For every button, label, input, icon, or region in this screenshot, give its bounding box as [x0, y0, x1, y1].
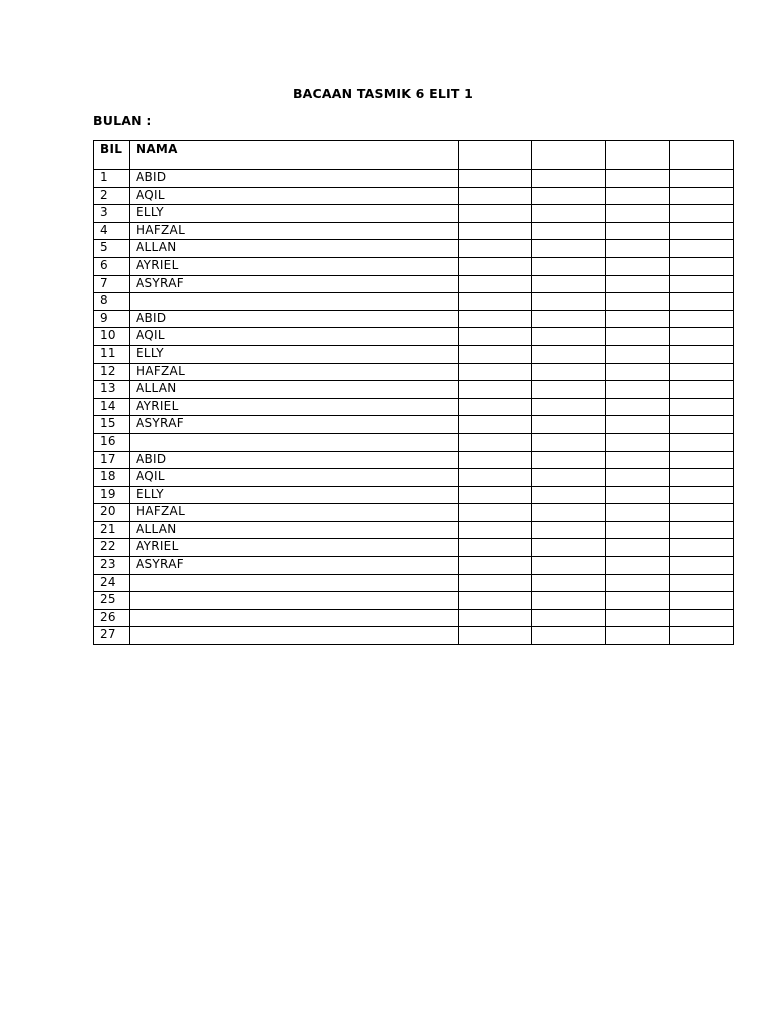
row-name — [130, 574, 459, 592]
header-blank-2 — [532, 141, 606, 170]
row-blank-cell-3[interactable] — [606, 609, 670, 627]
row-blank-cell-4[interactable] — [670, 521, 734, 539]
row-name: AQIL — [130, 187, 459, 205]
row-number: 24 — [94, 574, 130, 592]
row-blank-cell-3[interactable] — [606, 170, 670, 188]
row-blank-cell-3[interactable] — [606, 539, 670, 557]
table-row — [94, 293, 734, 311]
row-blank-cell-2[interactable] — [532, 486, 606, 504]
row-blank-cell-2[interactable] — [532, 539, 606, 557]
row-name — [130, 627, 459, 645]
row-blank-cell-4[interactable] — [670, 381, 734, 399]
row-number: 1 — [94, 170, 130, 188]
table-row — [94, 574, 734, 592]
row-name: AYRIEL — [130, 539, 459, 557]
row-number: 25 — [94, 592, 130, 610]
page-title: BACAAN TASMIK 6 ELIT 1 — [292, 86, 474, 101]
row-blank-cell-2[interactable] — [532, 451, 606, 469]
row-name: HAFZAL — [130, 504, 459, 522]
table-row — [94, 416, 734, 434]
header-blank-1 — [459, 141, 532, 170]
table-row — [94, 398, 734, 416]
row-number: 15 — [94, 416, 130, 434]
row-blank-cell-3[interactable] — [606, 222, 670, 240]
row-blank-cell-2[interactable] — [532, 222, 606, 240]
row-blank-cell-4[interactable] — [670, 328, 734, 346]
row-blank-cell-2[interactable] — [532, 310, 606, 328]
row-number: 20 — [94, 504, 130, 522]
table-row — [94, 363, 734, 381]
row-blank-cell-1[interactable] — [459, 592, 532, 610]
table-row — [94, 521, 734, 539]
row-blank-cell-4[interactable] — [670, 416, 734, 434]
header-bil: BIL — [94, 141, 130, 170]
row-blank-cell-3[interactable] — [606, 592, 670, 610]
row-blank-cell-1[interactable] — [459, 240, 532, 258]
row-blank-cell-3[interactable] — [606, 521, 670, 539]
row-blank-cell-4[interactable] — [670, 170, 734, 188]
row-name: ALLAN — [130, 240, 459, 258]
row-blank-cell-1[interactable] — [459, 257, 532, 275]
table-row — [94, 205, 734, 223]
row-blank-cell-2[interactable] — [532, 557, 606, 575]
row-number: 4 — [94, 222, 130, 240]
row-blank-cell-1[interactable] — [459, 293, 532, 311]
row-blank-cell-1[interactable] — [459, 451, 532, 469]
roster-body — [94, 170, 734, 645]
row-name: HAFZAL — [130, 363, 459, 381]
row-blank-cell-3[interactable] — [606, 363, 670, 381]
row-blank-cell-4[interactable] — [670, 592, 734, 610]
row-name: ABID — [130, 170, 459, 188]
row-blank-cell-1[interactable] — [459, 187, 532, 205]
row-number: 10 — [94, 328, 130, 346]
row-name: ASYRAF — [130, 275, 459, 293]
row-name — [130, 609, 459, 627]
row-blank-cell-1[interactable] — [459, 557, 532, 575]
table-row — [94, 539, 734, 557]
row-blank-cell-3[interactable] — [606, 451, 670, 469]
row-blank-cell-4[interactable] — [670, 310, 734, 328]
table-row — [94, 222, 734, 240]
row-name: AQIL — [130, 328, 459, 346]
row-blank-cell-2[interactable] — [532, 592, 606, 610]
row-blank-cell-1[interactable] — [459, 627, 532, 645]
row-name: ABID — [130, 451, 459, 469]
row-blank-cell-2[interactable] — [532, 275, 606, 293]
table-row — [94, 504, 734, 522]
row-blank-cell-4[interactable] — [670, 222, 734, 240]
row-blank-cell-4[interactable] — [670, 398, 734, 416]
row-blank-cell-2[interactable] — [532, 504, 606, 522]
row-name: AQIL — [130, 469, 459, 487]
header-blank-3 — [606, 141, 670, 170]
row-blank-cell-3[interactable] — [606, 187, 670, 205]
table-header-row — [94, 141, 734, 170]
row-name — [130, 592, 459, 610]
row-blank-cell-1[interactable] — [459, 310, 532, 328]
row-blank-cell-2[interactable] — [532, 381, 606, 399]
row-blank-cell-1[interactable] — [459, 521, 532, 539]
row-blank-cell-2[interactable] — [532, 416, 606, 434]
header-blank-4 — [670, 141, 734, 170]
row-blank-cell-3[interactable] — [606, 293, 670, 311]
table-row — [94, 257, 734, 275]
row-blank-cell-2[interactable] — [532, 328, 606, 346]
table-row — [94, 592, 734, 610]
row-blank-cell-3[interactable] — [606, 557, 670, 575]
row-number: 8 — [94, 293, 130, 311]
row-blank-cell-2[interactable] — [532, 205, 606, 223]
table-row — [94, 381, 734, 399]
row-blank-cell-4[interactable] — [670, 627, 734, 645]
row-number: 19 — [94, 486, 130, 504]
row-name: ELLY — [130, 345, 459, 363]
table-row — [94, 170, 734, 188]
row-blank-cell-1[interactable] — [459, 574, 532, 592]
row-blank-cell-1[interactable] — [459, 433, 532, 451]
row-name: ELLY — [130, 486, 459, 504]
row-blank-cell-3[interactable] — [606, 240, 670, 258]
row-blank-cell-2[interactable] — [532, 609, 606, 627]
row-blank-cell-1[interactable] — [459, 170, 532, 188]
row-blank-cell-3[interactable] — [606, 504, 670, 522]
row-blank-cell-4[interactable] — [670, 609, 734, 627]
row-blank-cell-2[interactable] — [532, 574, 606, 592]
row-name: ALLAN — [130, 521, 459, 539]
row-name: ASYRAF — [130, 416, 459, 434]
row-blank-cell-1[interactable] — [459, 381, 532, 399]
row-blank-cell-4[interactable] — [670, 574, 734, 592]
row-number: 9 — [94, 310, 130, 328]
row-number: 2 — [94, 187, 130, 205]
row-name: ALLAN — [130, 381, 459, 399]
row-blank-cell-4[interactable] — [670, 504, 734, 522]
row-blank-cell-3[interactable] — [606, 381, 670, 399]
table-row — [94, 627, 734, 645]
row-number: 21 — [94, 521, 130, 539]
header-nama: NAMA — [130, 141, 459, 170]
row-number: 27 — [94, 627, 130, 645]
row-blank-cell-2[interactable] — [532, 521, 606, 539]
row-blank-cell-1[interactable] — [459, 398, 532, 416]
row-number: 18 — [94, 469, 130, 487]
row-number: 26 — [94, 609, 130, 627]
row-blank-cell-2[interactable] — [532, 293, 606, 311]
row-number: 7 — [94, 275, 130, 293]
row-number: 16 — [94, 433, 130, 451]
row-name: AYRIEL — [130, 398, 459, 416]
row-blank-cell-2[interactable] — [532, 627, 606, 645]
row-name: ABID — [130, 310, 459, 328]
row-blank-cell-1[interactable] — [459, 363, 532, 381]
table-row — [94, 275, 734, 293]
row-blank-cell-4[interactable] — [670, 275, 734, 293]
row-blank-cell-1[interactable] — [459, 328, 532, 346]
row-blank-cell-1[interactable] — [459, 469, 532, 487]
row-blank-cell-1[interactable] — [459, 345, 532, 363]
table-row — [94, 451, 734, 469]
table-row — [94, 310, 734, 328]
row-blank-cell-3[interactable] — [606, 574, 670, 592]
row-number: 23 — [94, 557, 130, 575]
row-blank-cell-1[interactable] — [459, 222, 532, 240]
row-number: 3 — [94, 205, 130, 223]
row-blank-cell-1[interactable] — [459, 416, 532, 434]
row-blank-cell-3[interactable] — [606, 398, 670, 416]
row-name: ELLY — [130, 205, 459, 223]
row-blank-cell-4[interactable] — [670, 539, 734, 557]
row-name: ASYRAF — [130, 557, 459, 575]
row-blank-cell-2[interactable] — [532, 187, 606, 205]
row-blank-cell-4[interactable] — [670, 486, 734, 504]
row-blank-cell-3[interactable] — [606, 257, 670, 275]
row-blank-cell-1[interactable] — [459, 504, 532, 522]
row-blank-cell-2[interactable] — [532, 398, 606, 416]
row-blank-cell-4[interactable] — [670, 187, 734, 205]
row-name — [130, 293, 459, 311]
row-number: 14 — [94, 398, 130, 416]
row-blank-cell-1[interactable] — [459, 205, 532, 223]
row-blank-cell-4[interactable] — [670, 469, 734, 487]
row-blank-cell-3[interactable] — [606, 310, 670, 328]
row-blank-cell-3[interactable] — [606, 486, 670, 504]
row-blank-cell-3[interactable] — [606, 416, 670, 434]
table-row — [94, 609, 734, 627]
row-name — [130, 433, 459, 451]
row-number: 6 — [94, 257, 130, 275]
row-blank-cell-2[interactable] — [532, 363, 606, 381]
table-row — [94, 469, 734, 487]
row-number: 13 — [94, 381, 130, 399]
row-blank-cell-4[interactable] — [670, 451, 734, 469]
table-row — [94, 240, 734, 258]
row-number: 12 — [94, 363, 130, 381]
row-number: 5 — [94, 240, 130, 258]
table-row — [94, 557, 734, 575]
row-blank-cell-1[interactable] — [459, 275, 532, 293]
table-row — [94, 328, 734, 346]
row-blank-cell-3[interactable] — [606, 469, 670, 487]
row-blank-cell-4[interactable] — [670, 205, 734, 223]
table-row — [94, 187, 734, 205]
row-blank-cell-4[interactable] — [670, 557, 734, 575]
month-label: BULAN : — [93, 113, 152, 128]
roster-table — [93, 140, 734, 645]
row-name: AYRIEL — [130, 257, 459, 275]
row-blank-cell-4[interactable] — [670, 433, 734, 451]
row-blank-cell-3[interactable] — [606, 205, 670, 223]
row-blank-cell-3[interactable] — [606, 433, 670, 451]
row-blank-cell-4[interactable] — [670, 257, 734, 275]
row-blank-cell-2[interactable] — [532, 433, 606, 451]
row-name: HAFZAL — [130, 222, 459, 240]
row-number: 22 — [94, 539, 130, 557]
row-blank-cell-2[interactable] — [532, 469, 606, 487]
table-row — [94, 345, 734, 363]
row-blank-cell-3[interactable] — [606, 328, 670, 346]
row-blank-cell-3[interactable] — [606, 345, 670, 363]
row-blank-cell-2[interactable] — [532, 257, 606, 275]
row-blank-cell-3[interactable] — [606, 275, 670, 293]
row-blank-cell-4[interactable] — [670, 293, 734, 311]
row-blank-cell-4[interactable] — [670, 363, 734, 381]
row-blank-cell-2[interactable] — [532, 345, 606, 363]
row-blank-cell-1[interactable] — [459, 486, 532, 504]
row-number: 11 — [94, 345, 130, 363]
row-number: 17 — [94, 451, 130, 469]
table-row — [94, 433, 734, 451]
row-blank-cell-1[interactable] — [459, 539, 532, 557]
row-blank-cell-2[interactable] — [532, 240, 606, 258]
row-blank-cell-2[interactable] — [532, 170, 606, 188]
row-blank-cell-4[interactable] — [670, 345, 734, 363]
row-blank-cell-4[interactable] — [670, 240, 734, 258]
row-blank-cell-3[interactable] — [606, 627, 670, 645]
row-blank-cell-1[interactable] — [459, 609, 532, 627]
table-row — [94, 486, 734, 504]
